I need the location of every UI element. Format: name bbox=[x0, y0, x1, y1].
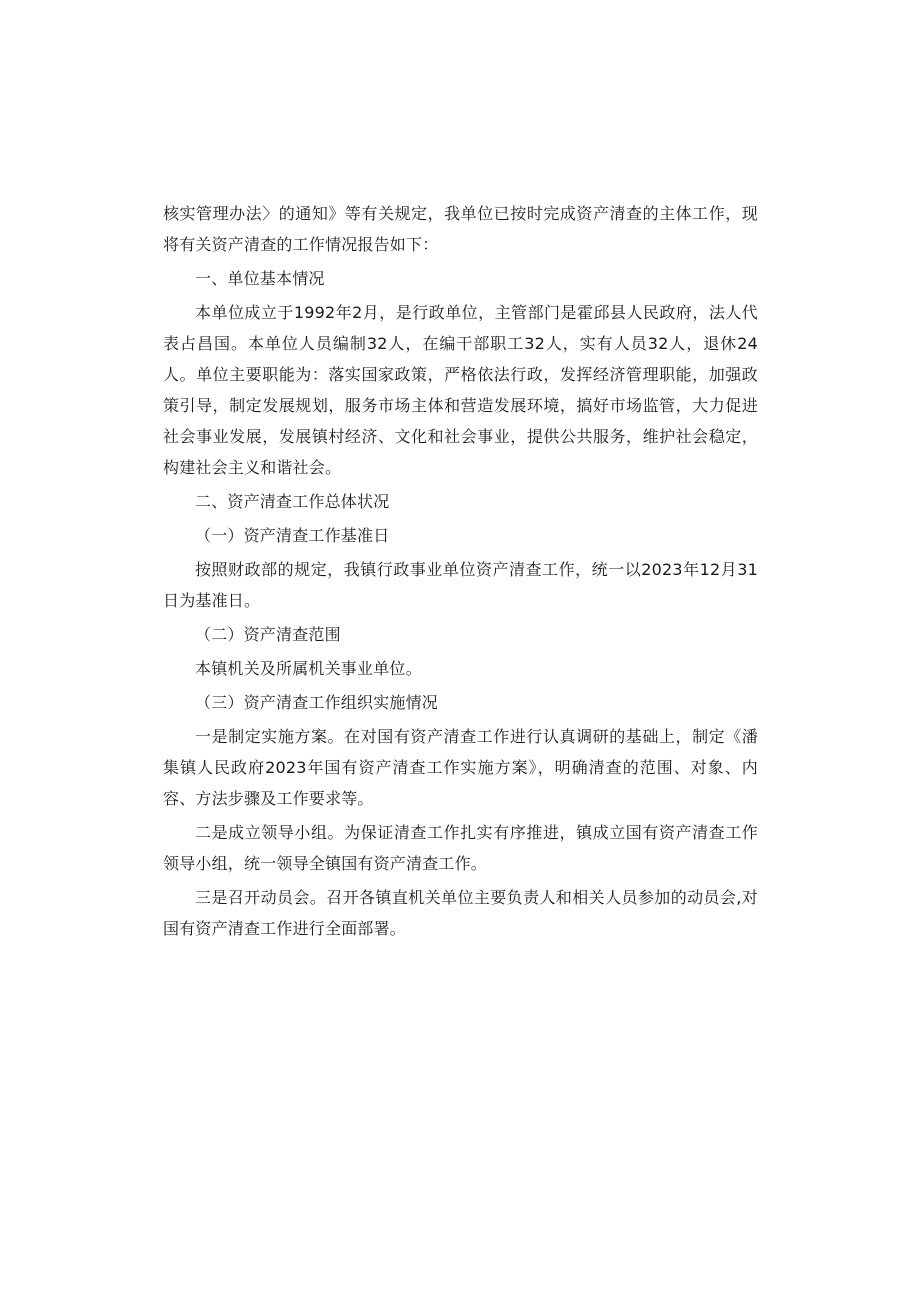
paragraph-scope: 本镇机关及所属机关事业单位。 bbox=[195, 659, 422, 678]
paragraph-implementation-plan: 一是制定实施方案。在对国有资产清查工作进行认真调研的基础上，制定《潘集镇人民政府2023年国有资产清查工作实施方案》，明确清查的范围、对象、内容、方法步骤及工作要求等。 bbox=[163, 727, 758, 808]
paragraph-base-date: 按照财政部的规定，我镇行政事业单位资产清查工作，统一以2023年12月31日为基准日。 bbox=[163, 560, 758, 610]
subheading-organization: （三）资产清查工作组织实施情况 bbox=[195, 693, 439, 712]
paragraph-intro-continuation: 核实管理办法〉的通知》等有关规定，我单位已按时完成资产清查的主体工作，现将有关资产清查的工作情况报告如下： bbox=[163, 204, 758, 254]
paragraph-leading-group: 二是成立领导小组。为保证清查工作扎实有序推进，镇成立国有资产清查工作领导小组，统一领导全镇国有资产清查工作。 bbox=[163, 823, 758, 873]
paragraph-unit-basic-info: 本单位成立于1992年2月，是行政单位，主管部门是霍邱县人民政府，法人代表占昌国。本单位人员编制32人，在编干部职工32人，实有人员32人，退休24人。单位主要职能为：落实国家政策，严格依法行政，发挥经济管理职能，加强政策引导，制定发展规划，服务市场主体和营造发展环境，搞好市场监管，大力促进社会事业发展，发展镇村经济、文化和社会事业，提供公共服务，维护社会稳定，构建社会主义和谐社会。 bbox=[163, 303, 758, 477]
paragraph-mobilization-meeting: 三是召开动员会。召开各镇直机关单位主要负责人和相关人员参加的动员会,对国有资产清查工作进行全面部署。 bbox=[163, 888, 758, 938]
subheading-base-date: （一）资产清查工作基准日 bbox=[195, 526, 390, 545]
document-body bbox=[163, 198, 758, 947]
heading-overall-status: 二、资产清查工作总体状况 bbox=[195, 492, 390, 511]
heading-unit-basic-info: 一、单位基本情况 bbox=[195, 269, 325, 288]
subheading-scope: （二）资产清查范围 bbox=[195, 625, 341, 644]
